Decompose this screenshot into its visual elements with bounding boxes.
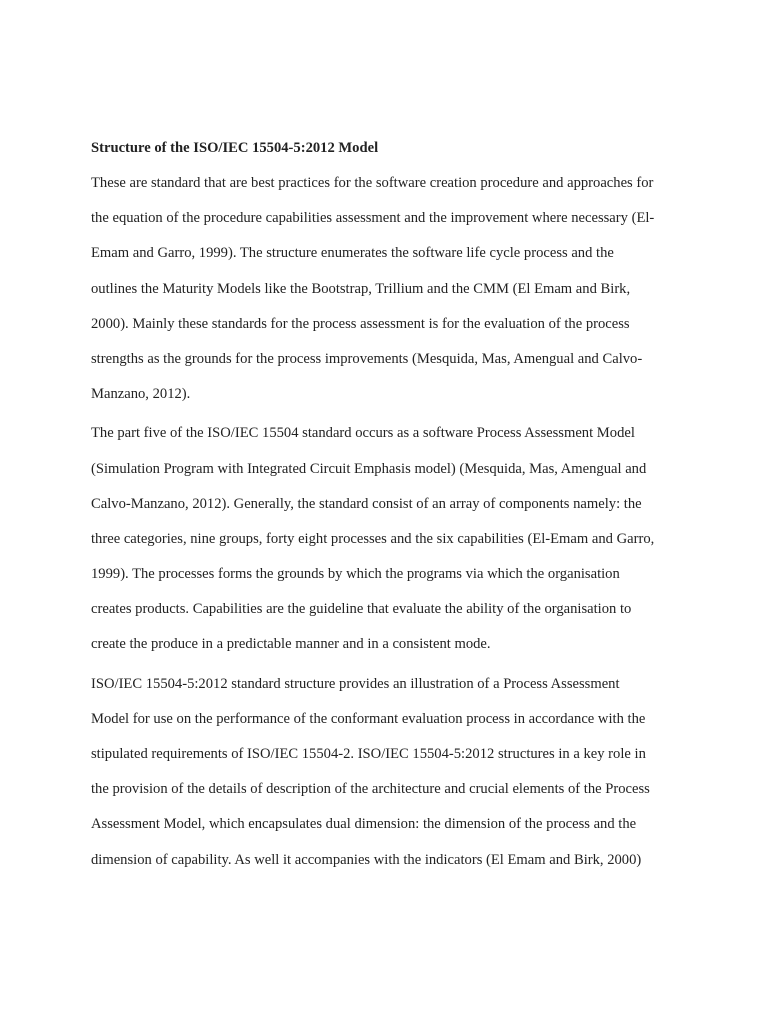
paragraph-line: (Simulation Program with Integrated Circuit Emphasis model) (Mesquida, Mas, Amengual and: [91, 460, 647, 477]
paragraph-line: creates products. Capabilities are the guideline that evaluate the ability of the organisation to: [91, 601, 632, 618]
paragraph-line: create the produce in a predictable manner and in a consistent mode.: [91, 636, 491, 653]
paragraph-line: The part five of the ISO/IEC 15504 standard occurs as a software Process Assessment Model: [91, 425, 635, 442]
paragraph-1: [91, 166, 681, 412]
paragraph-line: Assessment Model, which encapsulates dual dimension: the dimension of the process and the: [91, 816, 637, 833]
paragraph-line: strengths as the grounds for the process improvements (Mesquida, Mas, Amengual and Calvo-: [91, 350, 643, 367]
paragraph-2: [91, 416, 681, 662]
paragraph-line: Model for use on the performance of the conformant evaluation process in accordance with the: [91, 710, 646, 727]
document-body: [91, 137, 681, 882]
paragraph-3: [91, 667, 681, 878]
paragraph-line: Emam and Garro, 1999). The structure enumerates the software life cycle process and the: [91, 245, 614, 262]
paragraph-line: Calvo-Manzano, 2012). Generally, the standard consist of an array of components namely: the: [91, 495, 642, 512]
paragraph-line: the provision of the details of description of the architecture and crucial elements of the Process: [91, 781, 650, 798]
paragraph-line: These are standard that are best practices for the software creation procedure and approaches for: [91, 175, 654, 191]
paragraph-line: the equation of the procedure capabilities assessment and the improvement where necessary (El-: [91, 210, 655, 227]
paragraph-line: ISO/IEC 15504-5:2012 standard structure provides an illustration of a Process Assessment: [91, 675, 620, 692]
section-heading: Structure of the ISO/IEC 15504-5:2012 Model: [91, 140, 379, 156]
paragraph-line: dimension of capability. As well it accompanies with the indicators (El Emam and Birk, 2000): [91, 851, 642, 868]
paragraph-line: stipulated requirements of ISO/IEC 15504-2. ISO/IEC 15504-5:2012 structures in a key role in: [91, 746, 646, 762]
paragraph-line: Manzano, 2012).: [91, 386, 191, 403]
paragraph-line: 1999). The processes forms the grounds by which the programs via which the organisation: [91, 566, 620, 583]
paragraph-line: outlines the Maturity Models like the Bootstrap, Trillium and the CMM (El Emam and Birk,: [91, 280, 631, 297]
paragraph-line: 2000). Mainly these standards for the process assessment is for the evaluation of the process: [91, 315, 630, 332]
paragraph-line: three categories, nine groups, forty eight processes and the six capabilities (El-Emam and Garro,: [91, 530, 655, 547]
